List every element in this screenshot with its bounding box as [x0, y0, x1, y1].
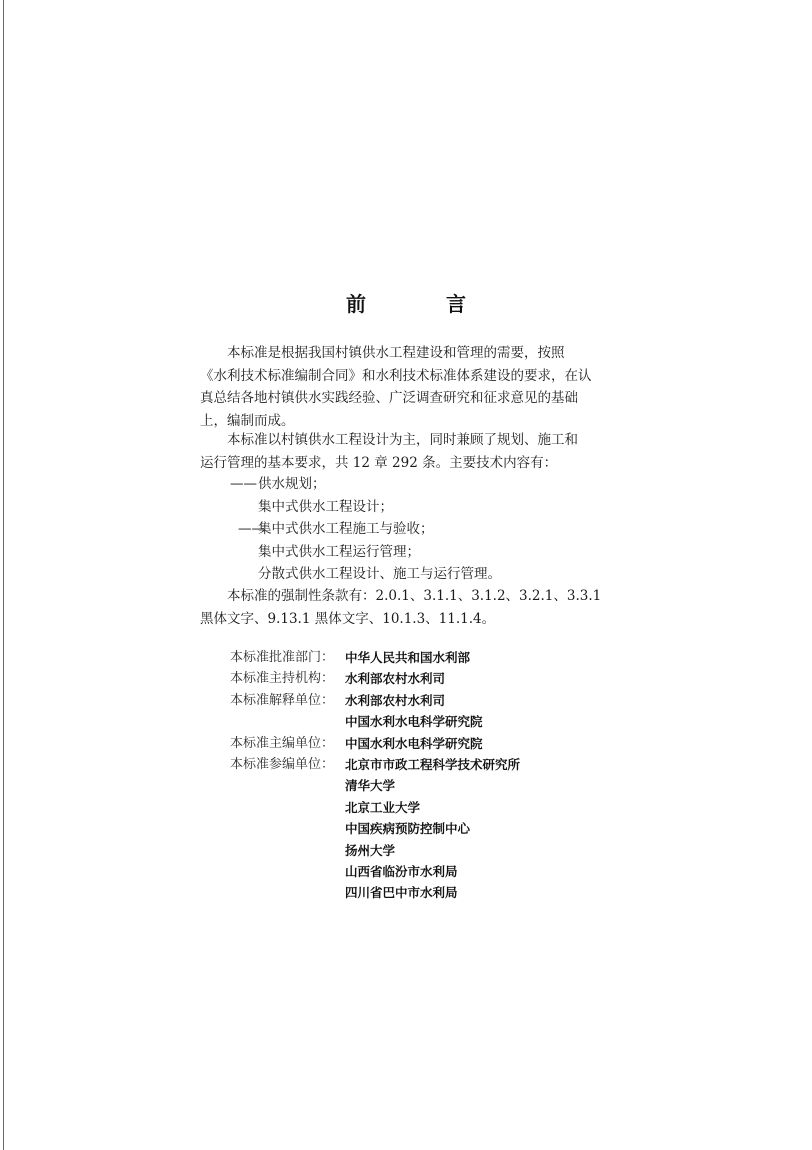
paragraph-scope: [200, 429, 610, 474]
paragraph-line: 真总结各地村镇供水实践经验、广泛调查研究和征求意见的基础: [200, 390, 578, 406]
list-dash: ——: [230, 476, 257, 492]
organization-info: [230, 647, 520, 904]
info-row-participants-cont: [230, 861, 520, 882]
paragraph-line: 运行管理的基本要求，共 12 章 292 条。主要技术内容有：: [200, 454, 558, 471]
info-row-participants-cont: [230, 775, 520, 796]
info-label: 本标准主编单位：: [230, 735, 335, 751]
info-label-spacer: [230, 797, 345, 818]
info-label: 本标准主持机构：: [230, 671, 335, 687]
paragraph-line: 上，编制而成。: [200, 412, 295, 429]
info-value: 水利部农村水利司: [345, 692, 446, 708]
list-item-text: 分散式供水工程设计、施工与运行管理。: [258, 566, 501, 582]
info-value: 扬州大学: [345, 842, 396, 858]
page-edge-line: [3, 0, 4, 1150]
info-label-spacer: [230, 840, 345, 861]
info-row-participants-cont: [230, 797, 520, 818]
info-row-participants-cont: [230, 818, 520, 839]
list-item-text: 集中式供水工程运行管理；: [258, 543, 420, 560]
info-row-participants-cont: [230, 840, 520, 861]
paragraph-basis: [200, 342, 610, 432]
info-value: 北京工业大学: [345, 799, 421, 815]
list-item-text: 集中式供水工程施工与验收；: [258, 521, 434, 537]
info-label-spacer: [230, 882, 345, 903]
info-row-participants: [230, 754, 520, 775]
info-value: 山西省临汾市水利局: [345, 863, 458, 879]
info-value: 中国水利水电科学研究院: [345, 714, 483, 730]
paragraph-line: 《水利技术标准编制合同》和水利技术标准体系建设的要求，在认: [200, 367, 592, 384]
info-row-interpretation-cont: [230, 711, 520, 732]
info-value: 北京市市政工程科学技术研究所: [345, 756, 521, 772]
info-row-host: [230, 668, 520, 689]
info-label-spacer: [230, 775, 345, 796]
paragraph-line: 黑体文字、9.13.1 黑体文字、10.1.3、11.1.4。: [200, 610, 496, 627]
list-item-text: 集中式供水工程设计；: [258, 498, 393, 515]
info-label: 本标准解释单位：: [230, 692, 335, 708]
info-row-approval: [230, 647, 520, 668]
info-value: 四川省巴中市水利局: [345, 885, 458, 901]
list-dash: ——: [238, 521, 265, 537]
info-value: 清华大学: [345, 778, 396, 794]
paragraph-line: 本标准以村镇供水工程设计为主，同时兼顾了规划、施工和: [200, 432, 578, 448]
paragraph-line: 本标准的强制性条款有：2.0.1、3.1.1、3.1.2、3.2.1、3.3.1: [200, 588, 602, 604]
info-row-participants-cont: [230, 882, 520, 903]
paragraph-mandatory: [200, 585, 610, 630]
paragraph-line: 本标准是根据我国村镇供水工程建设和管理的需要，按照: [200, 345, 565, 361]
page-title: 前 言: [346, 292, 496, 316]
info-label-spacer: [230, 711, 345, 732]
info-value: 中国水利水电科学研究院: [345, 735, 483, 751]
info-value: 中国疾病预防控制中心: [345, 821, 471, 837]
info-label-spacer: [230, 861, 345, 882]
info-value: 中华人民共和国水利部: [345, 650, 471, 665]
info-label-spacer: [230, 818, 345, 839]
info-label: 本标准参编单位：: [230, 756, 335, 772]
info-label: 本标准批准部门：: [230, 650, 335, 665]
info-row-interpretation: [230, 690, 520, 711]
info-value: 水利部农村水利司: [345, 671, 446, 687]
list-item-text: 供水规划；: [258, 476, 326, 492]
info-row-chief-editor: [230, 733, 520, 754]
